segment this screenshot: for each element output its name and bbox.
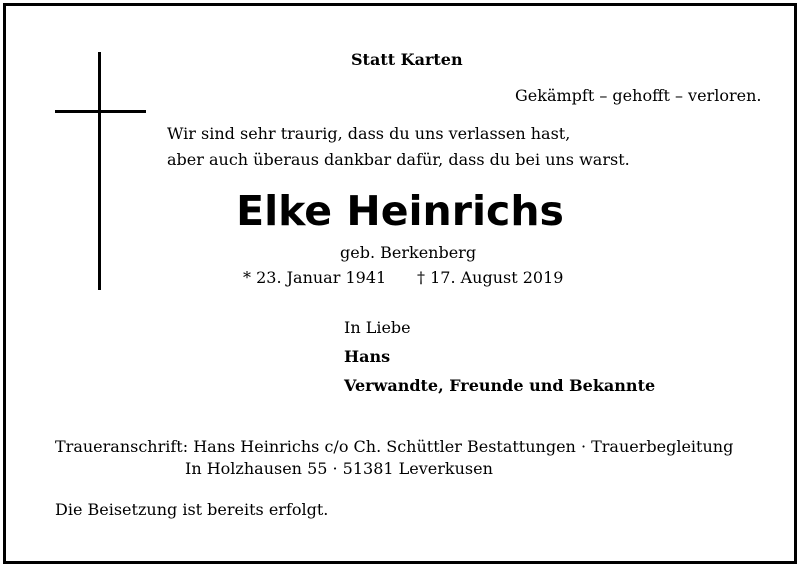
cross-icon [98,52,101,290]
address-line-2: In Holzhausen 55 · 51381 Leverkusen [185,459,493,478]
address-line-1: Traueranschrift: Hans Heinrichs c/o Ch. Schüttler Bestattungen · Trauerbegleitung [55,437,734,456]
mourner-others: Verwandte, Freunde und Bekannte [344,376,656,395]
burial-note: Die Beisetzung ist bereits erfolgt. [55,500,329,519]
death-date: † 17. August 2019 [417,268,564,287]
verse-line-2: aber auch überaus dankbar dafür, dass du bei uns warst. [167,150,630,169]
birth-date: * 23. Januar 1941 [243,268,387,287]
mourners-intro: In Liebe [344,318,411,337]
cross-icon-bar [55,110,146,113]
deceased-name: Elke Heinrichs [236,187,564,235]
heading: Statt Karten [351,50,463,69]
motto: Gekämpft – gehofft – verloren. [515,86,762,105]
mourner-primary: Hans [344,347,391,366]
birth-name: geb. Berkenberg [340,243,477,262]
verse-line-1: Wir sind sehr traurig, dass du uns verlassen hast, [167,124,571,143]
